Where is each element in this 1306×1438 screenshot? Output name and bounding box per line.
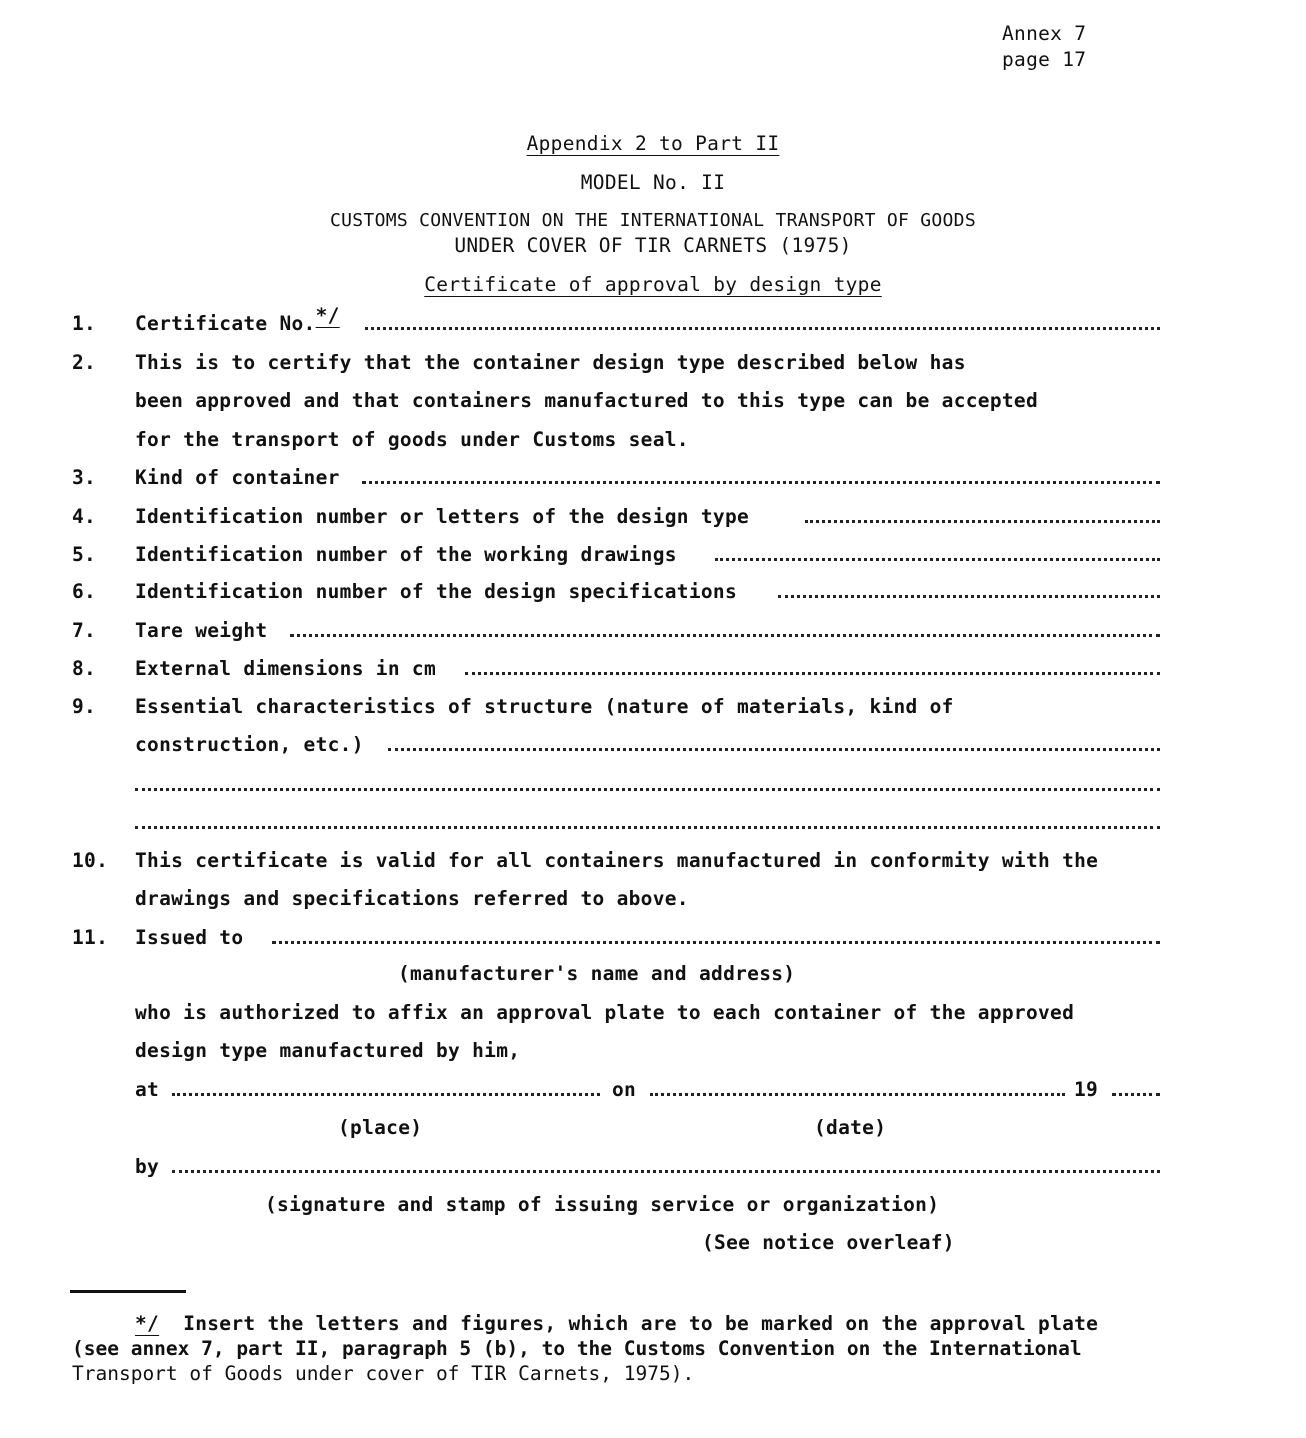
item-11-line3: design type manufactured by him,	[135, 1039, 521, 1062]
item-3-fill-line	[362, 481, 1160, 484]
item-11-line2: who is authorized to affix an approval plate to each container of the approved	[135, 1001, 1075, 1024]
item-7-number: 7.	[72, 619, 97, 642]
footnote-line2: (see annex 7, part II, paragraph 5 (b), to the Customs Convention on the International	[72, 1337, 1082, 1360]
footnote-divider	[70, 1290, 186, 1293]
item-10-number: 10.	[72, 849, 109, 872]
item-2-line2: been approved and that containers manufactured to this type can be accepted	[135, 389, 1038, 412]
item-1-fill-line	[365, 327, 1160, 330]
item-8-label: External dimensions in cm	[135, 657, 436, 680]
place-fill-line	[172, 1093, 600, 1096]
item-8-number: 8.	[72, 657, 97, 680]
item-6-number: 6.	[72, 580, 97, 603]
certificate-title: Certificate of approval by design type	[424, 273, 882, 296]
item-5-number: 5.	[72, 543, 97, 566]
at-label: at	[135, 1078, 160, 1101]
footnote-line1-wrap	[135, 1312, 1098, 1335]
footnote-mark: */	[315, 304, 340, 327]
item-4-fill-line	[805, 520, 1160, 523]
date-fill-line	[650, 1093, 1065, 1096]
year-prefix: 19	[1074, 1078, 1099, 1101]
item-7-fill-line	[290, 634, 1160, 637]
by-label: by	[135, 1155, 160, 1178]
item-9-number: 9.	[72, 695, 97, 718]
footnote-mark-ref: */	[135, 1312, 160, 1335]
item-10-line1: This certificate is valid for all containers manufactured in conformity with the	[135, 849, 1099, 872]
item-11-label: Issued to	[135, 926, 244, 949]
item-4-number: 4.	[72, 505, 97, 528]
model-number: MODEL No. II	[580, 171, 726, 194]
year-fill-line	[1112, 1093, 1160, 1096]
item-9-fill-line-2	[135, 788, 1160, 791]
footnote-line1: Insert the letters and figures, which are to be marked on the approval plate	[183, 1312, 1099, 1335]
item-5-label: Identification number of the working drawings	[135, 543, 677, 566]
item-9-fill-line-3	[135, 826, 1160, 829]
item-10-line2: drawings and specifications referred to above.	[135, 887, 689, 910]
manufacturer-caption: (manufacturer's name and address)	[398, 962, 796, 985]
item-5-fill-line	[715, 558, 1160, 561]
item-11-number: 11.	[72, 926, 109, 949]
signature-caption: (signature and stamp of issuing service or organization)	[265, 1193, 940, 1216]
item-3-label: Kind of container	[135, 466, 340, 489]
item-11-fill-line	[272, 941, 1160, 944]
item-2-line1: This is to certify that the container design type described below has	[135, 351, 966, 374]
item-1-number: 1.	[72, 312, 97, 335]
item-9-line2: construction, etc.)	[135, 733, 364, 756]
page-number: page 17	[1002, 48, 1087, 71]
item-9-fill-line-1	[388, 748, 1160, 751]
convention-title-line2: UNDER COVER OF TIR CARNETS (1975)	[454, 234, 852, 257]
item-1-text: Certificate No.	[135, 312, 316, 335]
item-4-label: Identification number or letters of the design type	[135, 505, 750, 528]
annex-label: Annex 7	[1002, 22, 1087, 45]
item-9-line1: Essential characteristics of structure (nature of materials, kind of	[135, 695, 954, 718]
item-7-label: Tare weight	[135, 619, 268, 642]
date-caption: (date)	[814, 1116, 887, 1139]
item-3-number: 3.	[72, 466, 97, 489]
item-8-fill-line	[465, 672, 1160, 675]
appendix-title: Appendix 2 to Part II	[526, 132, 780, 155]
item-2-number: 2.	[72, 351, 97, 374]
item-2-line3: for the transport of goods under Customs seal.	[135, 428, 689, 451]
item-6-fill-line	[778, 595, 1160, 598]
on-label: on	[612, 1078, 637, 1101]
place-caption: (place)	[338, 1116, 423, 1139]
notice-overleaf: (See notice overleaf)	[702, 1231, 955, 1254]
item-1-label	[135, 304, 340, 335]
footnote-line3: Transport of Goods under cover of TIR Carnets, 1975).	[72, 1362, 695, 1385]
by-fill-line	[172, 1170, 1160, 1173]
item-6-label: Identification number of the design specifications	[135, 580, 737, 603]
convention-title-line1: CUSTOMS CONVENTION ON THE INTERNATIONAL TRANSPORT OF GOODS	[330, 210, 976, 231]
